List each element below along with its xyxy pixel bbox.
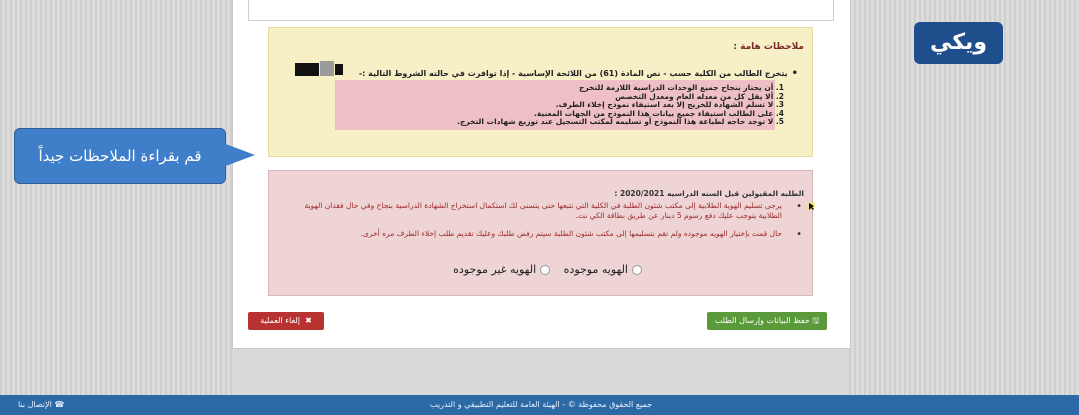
callout-arrow (223, 143, 255, 167)
redaction-block (335, 64, 343, 75)
bullet: • (796, 201, 802, 212)
option-id-exists[interactable] (564, 263, 642, 276)
save-and-submit-button[interactable] (707, 312, 827, 330)
cancel-operation-button[interactable] (248, 312, 324, 330)
close-icon: ✖ (305, 316, 312, 325)
option-label: الهويه موجوده (563, 263, 628, 276)
cancel-label: إلغاء العملية (260, 316, 300, 325)
mouse-cursor-icon (806, 201, 816, 211)
option-id-missing[interactable] (453, 263, 550, 276)
condition-item: 5. لا توجد حاجه لطباعة هذا النموذج أو تسليمه لمكتب التسجيل عند توزيع شهادات التخرج. (457, 117, 784, 126)
condition-item: 4. على الطالب استيفاء جميع بيانات هذا النموذج من الجهات المعنية. (533, 108, 784, 118)
save-icon: 🖫 (812, 316, 820, 325)
radio-circle[interactable] (632, 265, 642, 275)
notes-intro: •يتخرج الطالب من الكلية حسب - نص المادة (61) من اللائحة الإساسية - إذا توافرت في حالته الشروط التالية :- (358, 68, 798, 79)
bullet: • (796, 229, 802, 240)
background-left (0, 0, 232, 395)
accepted-students-panel (268, 170, 813, 296)
copyright-text: جميع الحقوق محفوظة © - الهيئة العامة للتعليم التطبيقي و التدريب (430, 400, 653, 409)
radio-circle[interactable] (540, 265, 550, 275)
option-label: الهويه غير موجوده (453, 263, 537, 276)
save-label: حفظ البيانات وإرسال الطلب (714, 316, 810, 325)
rejection-warning: حال قمت بإختيار الهويه موجوده ولم تقم بتسليمها إلى مكتب شئون الطلبة سيتم رفض طلبك وعليك تقديم طلب إخلاء الطرف مره أخرى. (360, 229, 782, 238)
wiki-logo: ويكي (914, 22, 1003, 64)
phone-icon: ☎ (54, 400, 65, 409)
footer-bar (0, 395, 1079, 415)
condition-item: 2. ألا يقل كل من معدله العام ومعدل التخصص (615, 91, 784, 101)
notes-intro-text: يتخرج الطالب من الكلية حسب - نص المادة (61) من اللائحة الإساسية - إذا توافرت في حالته الشروط التالية :- (358, 69, 788, 78)
accepted-title: الطلبه المقبولين قبل السنه الدراسيه 2020/2021 : (614, 189, 804, 198)
comments-textarea[interactable] (248, 0, 834, 21)
contact-label: الإتصال بنا (18, 400, 52, 409)
id-card-options (443, 263, 642, 276)
tutorial-callout: قم بقراءة الملاحظات جيداً (14, 128, 226, 184)
condition-item: 1. أن يجتاز بنجاح جميع الوحدات الدراسية اللازمة للتخرج (578, 83, 784, 92)
contact-us-link[interactable] (18, 395, 64, 415)
condition-item: 3. لا تسلم الشهادة للخريج إلا بعد استيفاء نموذج إخلاء الطرف. (555, 100, 784, 109)
conditions-list (457, 84, 784, 127)
id-card-instructions: يرجى تسليم الهوية الطلابية إلى مكتب شئون الطلبة في الكلية التي تتبعها حتى يتسنى لك استكمال استخراج الشهادة الدراسية بنجاح وفي حال فقدان الهوية الطلابية يتوجب عليك دفع رسوم 5 دينار عن طريق بطاقة الكي نت. (304, 201, 782, 220)
important-notes-panel (268, 27, 813, 157)
notes-title: ملاحظات هامة : (733, 42, 804, 52)
redaction-block (295, 63, 319, 76)
redaction-block (320, 61, 334, 76)
